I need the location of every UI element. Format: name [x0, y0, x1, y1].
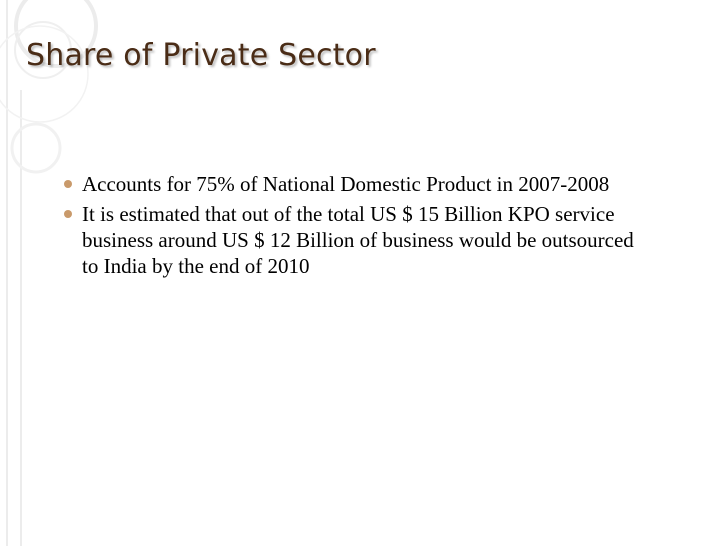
slide-title: Share of Private Sector [26, 38, 376, 73]
bullet-item [64, 171, 654, 197]
bullet-text: Accounts for 75% of National Domestic Product in 2007-2008 [82, 172, 610, 196]
bullet-dot-icon [64, 210, 72, 218]
bullet-dot-icon [64, 180, 72, 188]
bullet-text: It is estimated that out of the total US $ 15 Billion KPO service business around US $ 12 Billion of business would be outsourced to India by the end of 2010 [82, 202, 634, 278]
ring-ornament [0, 0, 96, 172]
bullet-list [64, 171, 654, 279]
bullet-item [64, 201, 654, 279]
